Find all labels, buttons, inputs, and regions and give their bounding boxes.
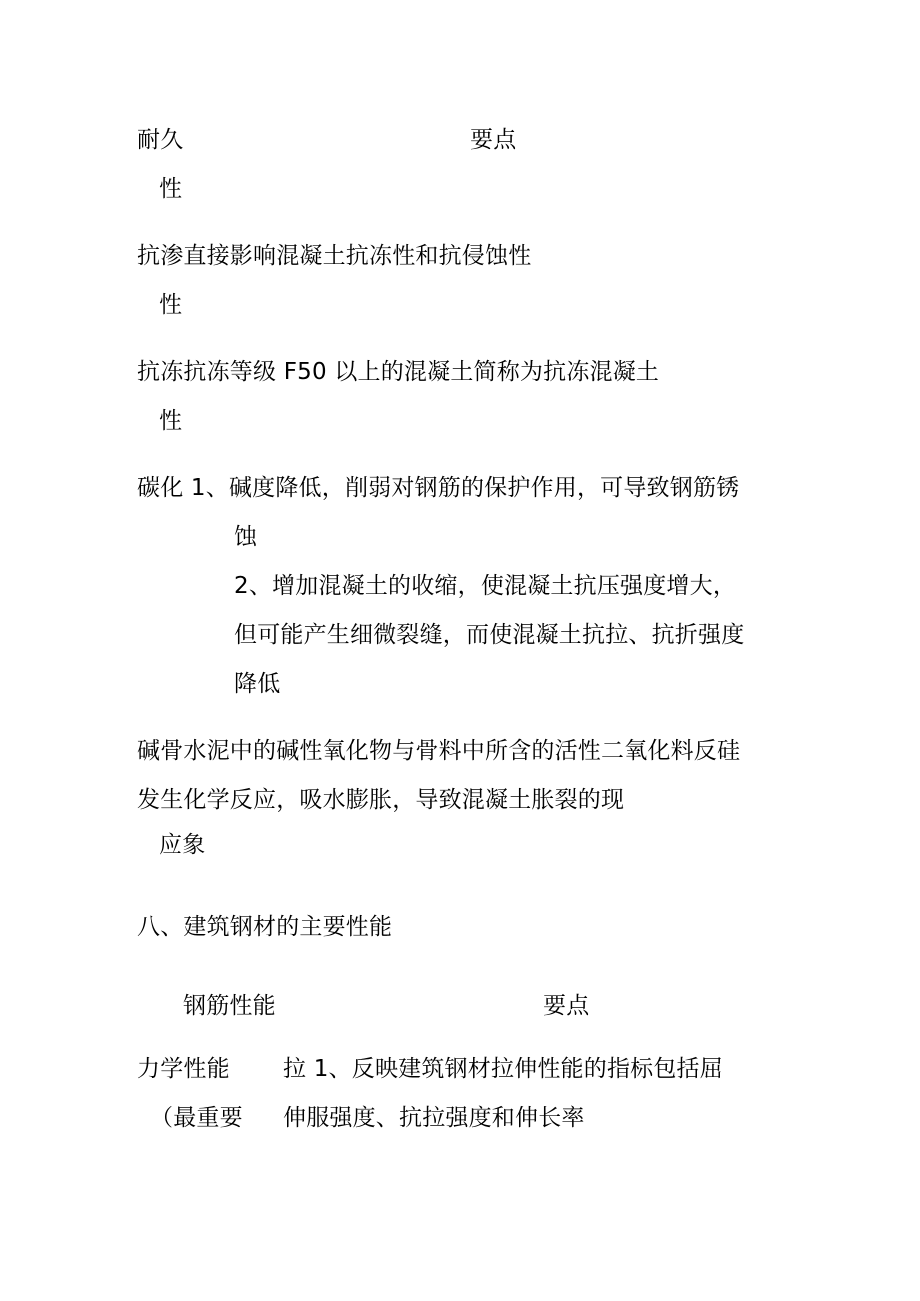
table2-row1-col2: 拉 1、反映建筑钢材拉伸性能的指标包括屈 <box>283 1056 723 1082</box>
row-carbonation-line4: 但可能产生细微裂缝，而使混凝土抗拉、抗折强度 <box>234 622 745 648</box>
table2-row1-col1: 力学性能 <box>137 1056 230 1082</box>
row-impermeability: 抗渗直接影响混凝土抗冻性和抗侵蚀性 <box>137 243 532 269</box>
row-impermeability-continued: 性 <box>159 292 183 318</box>
row-alkali-aggregate-line3: 应象 <box>159 832 206 858</box>
row-carbonation-line5: 降低 <box>234 671 281 697</box>
row-alkali-aggregate-line1: 碱骨水泥中的碱性氧化物与骨料中所含的活性二氧化料反硅 <box>137 738 741 764</box>
section-heading: 八、建筑钢材的主要性能 <box>137 914 393 940</box>
table2-row1-col1-continued: （最重要 <box>150 1105 243 1131</box>
table2-row1-col2-continued: 伸服强度、抗拉强度和伸长率 <box>283 1105 585 1131</box>
row-carbonation-line3: 2、增加混凝土的收缩，使混凝土抗压强度增大， <box>234 573 737 599</box>
row-carbonation-line1: 碳化 1、碱度降低，削弱对钢筋的保护作用，可导致钢筋锈 <box>137 475 740 501</box>
table1-header-col1: 耐久 <box>137 127 184 153</box>
row-frost-resistance: 抗冻抗冻等级 F50 以上的混凝土简称为抗冻混凝土 <box>137 359 660 385</box>
row-carbonation-line2: 蚀 <box>234 524 258 550</box>
table2-header-col2: 要点 <box>543 993 590 1019</box>
row-frost-resistance-continued: 性 <box>159 408 183 434</box>
table2-header-col1: 钢筋性能 <box>183 993 276 1019</box>
row-alkali-aggregate-line2: 发生化学反应，吸水膨胀，导致混凝土胀裂的现 <box>137 787 625 813</box>
table1-header-col1-continued: 性 <box>159 176 183 202</box>
table1-header-col2: 要点 <box>470 127 517 153</box>
